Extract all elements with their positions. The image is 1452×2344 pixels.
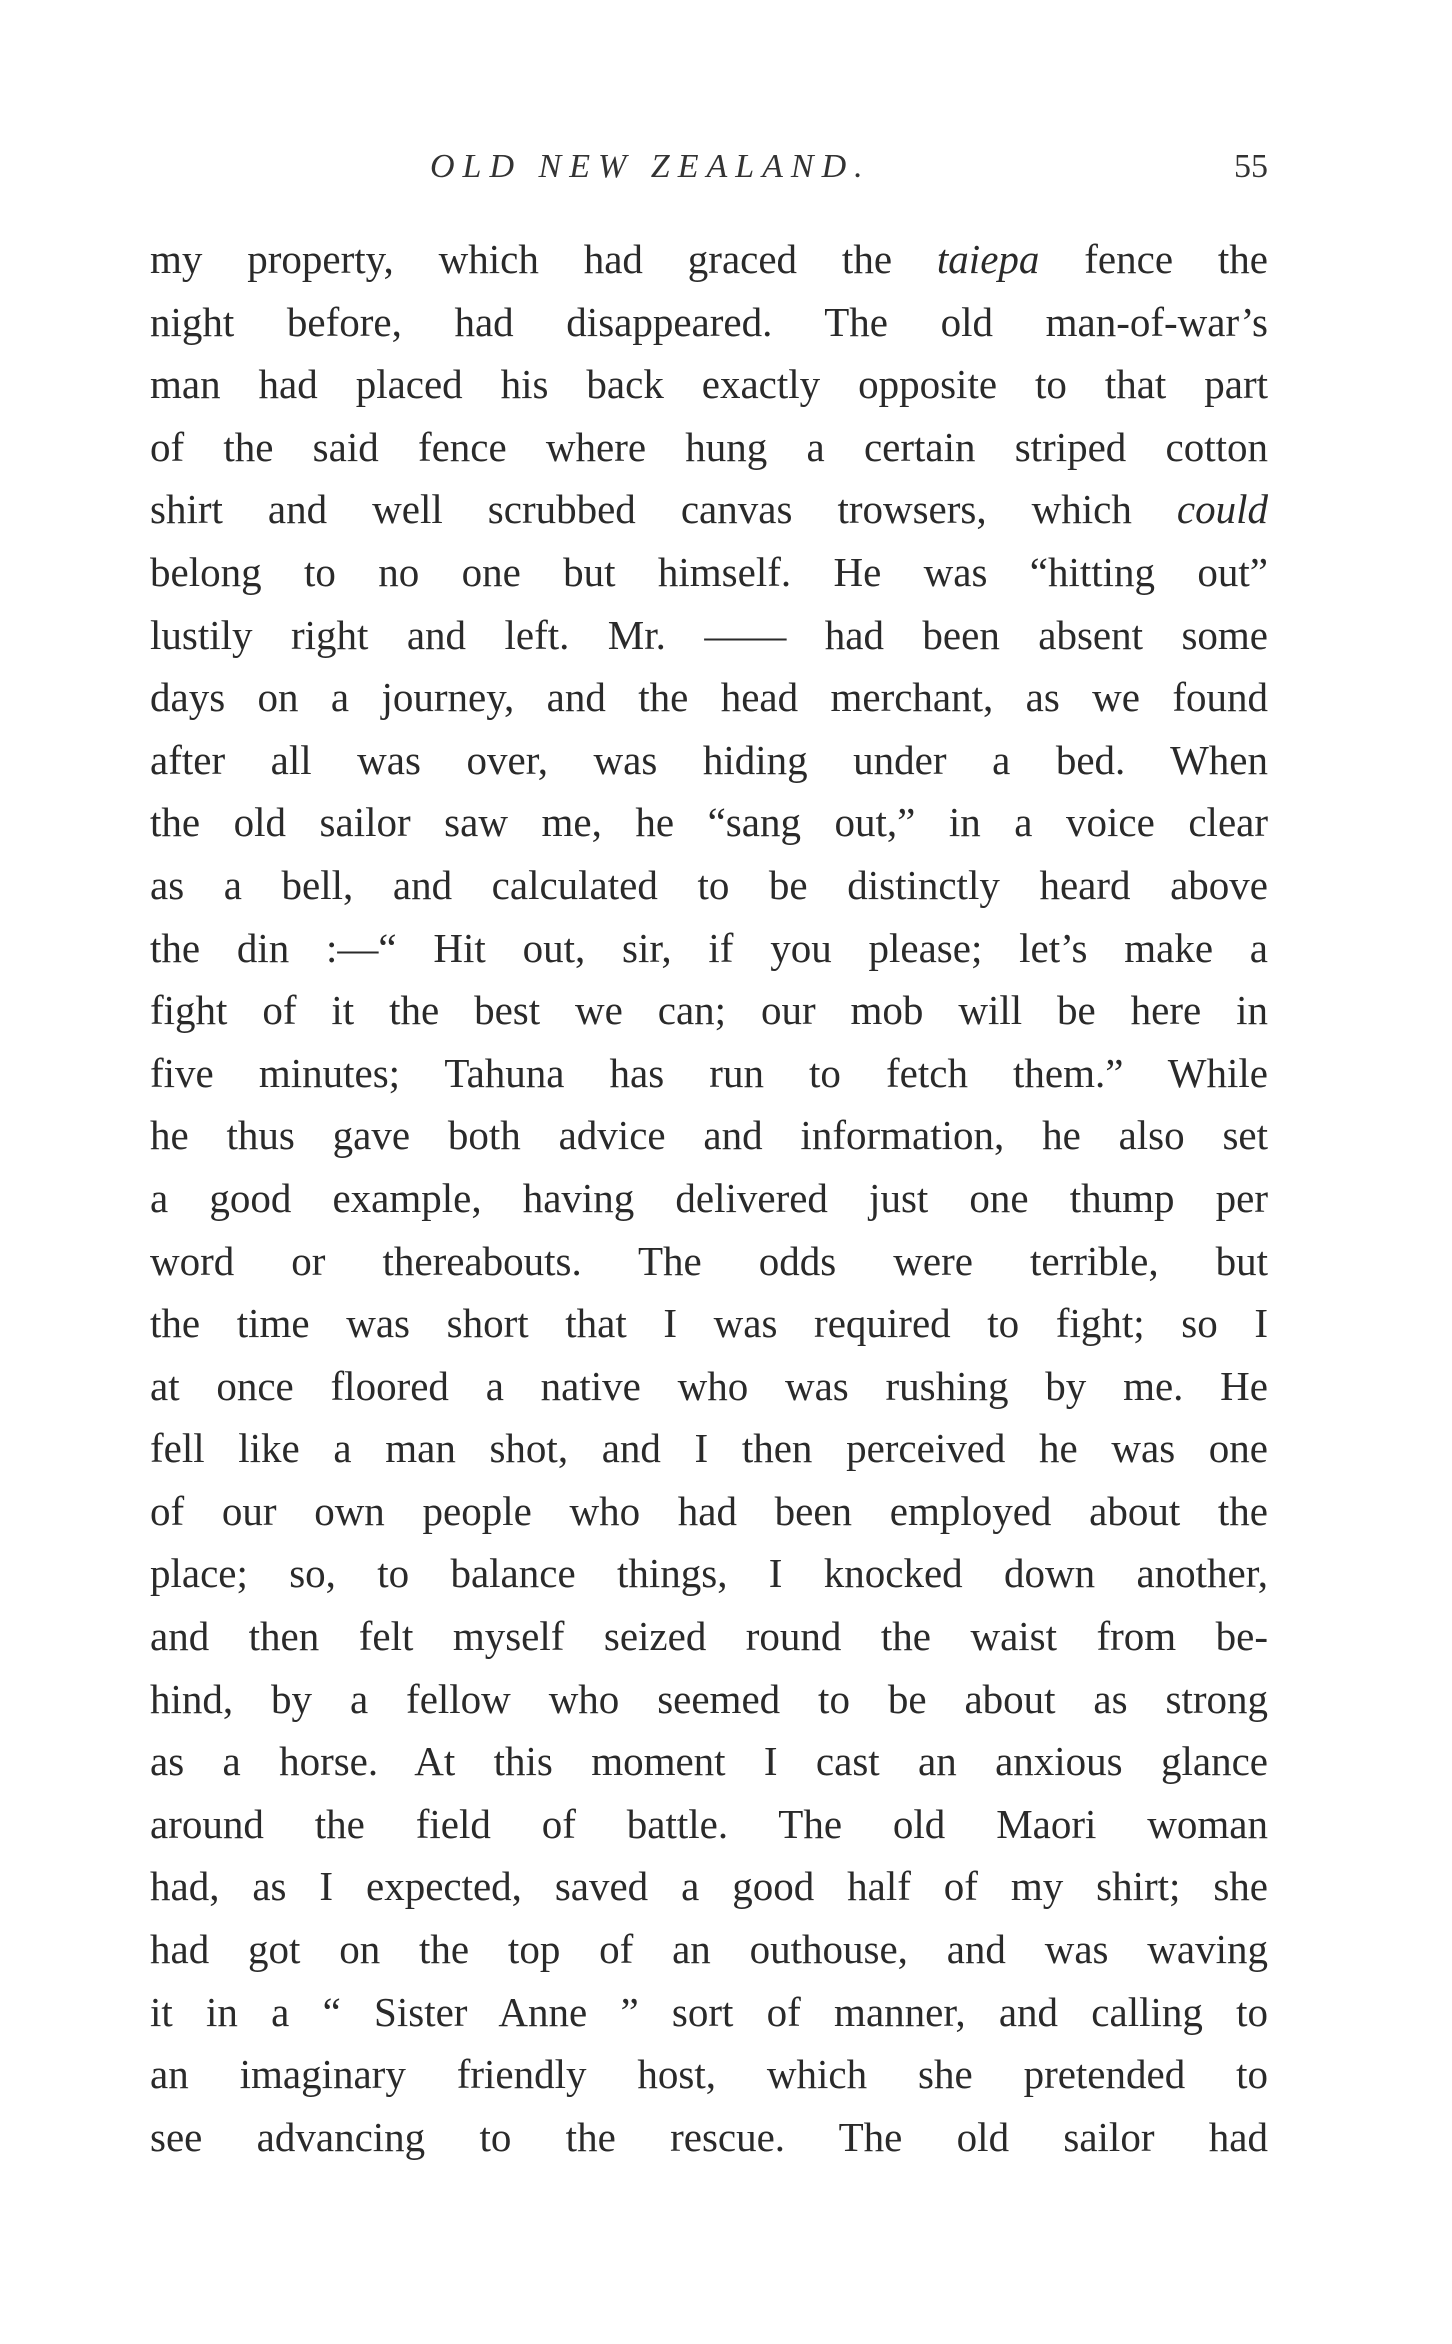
text-line [150, 1042, 1268, 1105]
text-line [150, 1104, 1268, 1167]
text-run: at once floored a native who was rushing by me. He [150, 1362, 1268, 1409]
text-run: hind, by a fellow who seemed to be about as strong [150, 1675, 1268, 1722]
body-text [150, 228, 1268, 2168]
text-line [150, 1417, 1268, 1480]
text-line [150, 604, 1268, 667]
text-run: fence the [1039, 236, 1268, 282]
text-run: the din :—“ Hit out, sir, if you please; let’s make a [150, 924, 1268, 971]
text-line [150, 1167, 1268, 1230]
text-line [150, 979, 1268, 1042]
text-run: lustily right and left. Mr. —— had been absent some [150, 611, 1268, 658]
text-run: the old sailor saw me, he “sang out,” in a voice clear [150, 799, 1268, 846]
text-run: five minutes; Tahuna has run to fetch them.” While [150, 1049, 1268, 1096]
text-run: place; so, to balance things, I knocked down another, [150, 1550, 1268, 1597]
text-run: days on a journey, and the head merchant, as we found [150, 674, 1268, 721]
text-line [150, 228, 1268, 291]
text-run: around the field of battle. The old Maori woman [150, 1800, 1268, 1847]
running-header [150, 148, 1268, 198]
text-line [150, 541, 1268, 604]
text-line [150, 1855, 1268, 1918]
text-line [150, 1542, 1268, 1605]
text-line [150, 666, 1268, 729]
text-line [150, 1480, 1268, 1543]
text-run: as a horse. At this moment I cast an anxious glance [150, 1738, 1268, 1785]
text-run: had, as I expected, saved a good half of my shirt; she [150, 1863, 1268, 1910]
text-run: night before, had disappeared. The old man-of-war’s [150, 298, 1268, 345]
text-run: and then felt myself seized round the waist from be- [150, 1613, 1268, 1660]
text-run: a good example, having delivered just one thump per [150, 1174, 1268, 1221]
text-line [150, 291, 1268, 354]
text-line [150, 854, 1268, 917]
text-line [150, 2043, 1268, 2106]
text-line [150, 917, 1268, 980]
text-run: belong to no one but himself. He was “hitting out” [150, 548, 1268, 595]
text-run: man had placed his back exactly opposite to that part [150, 361, 1268, 408]
page-number: 55 [1234, 148, 1268, 185]
text-run: it in a “ Sister Anne ” sort of manner, and calling to [150, 1988, 1268, 2035]
text-run: fell like a man shot, and I then perceived he was one [150, 1425, 1268, 1472]
text-line [150, 1981, 1268, 2044]
text-run: he thus gave both advice and information, he also set [150, 1112, 1268, 1159]
text-line [150, 2106, 1268, 2169]
text-line [150, 478, 1268, 541]
text-run: my property, which had graced the [150, 236, 937, 282]
text-run: of the said fence where hung a certain striped cotton [150, 423, 1268, 470]
text-line [150, 791, 1268, 854]
text-line [150, 1668, 1268, 1731]
text-run: after all was over, was hiding under a bed. When [150, 736, 1268, 783]
text-run: of our own people who had been employed about the [150, 1487, 1268, 1534]
italic-word: taiepa [936, 236, 1040, 282]
text-line [150, 416, 1268, 479]
text-line [150, 1793, 1268, 1856]
text-run: see advancing to the rescue. The old sailor had [150, 2113, 1268, 2160]
text-run: as a bell, and calculated to be distinctly heard above [150, 861, 1268, 908]
running-title: OLD NEW ZEALAND. [430, 148, 871, 185]
text-line [150, 1355, 1268, 1418]
text-line [150, 1292, 1268, 1355]
text-run: fight of it the best we can; our mob will be here in [150, 987, 1268, 1034]
text-line [150, 1730, 1268, 1793]
text-line [150, 1605, 1268, 1668]
text-run: had got on the top of an outhouse, and was waving [150, 1926, 1268, 1973]
text-line [150, 1230, 1268, 1293]
text-run: shirt and well scrubbed canvas trowsers, which [150, 486, 1177, 533]
text-line [150, 1918, 1268, 1981]
text-line [150, 353, 1268, 416]
text-run: word or thereabouts. The odds were terrible, but [150, 1237, 1268, 1284]
text-run: an imaginary friendly host, which she pretended to [150, 2051, 1268, 2098]
text-run: the time was short that I was required to fight; so I [150, 1300, 1268, 1347]
text-line [150, 729, 1268, 792]
italic-word: could [1176, 486, 1268, 533]
